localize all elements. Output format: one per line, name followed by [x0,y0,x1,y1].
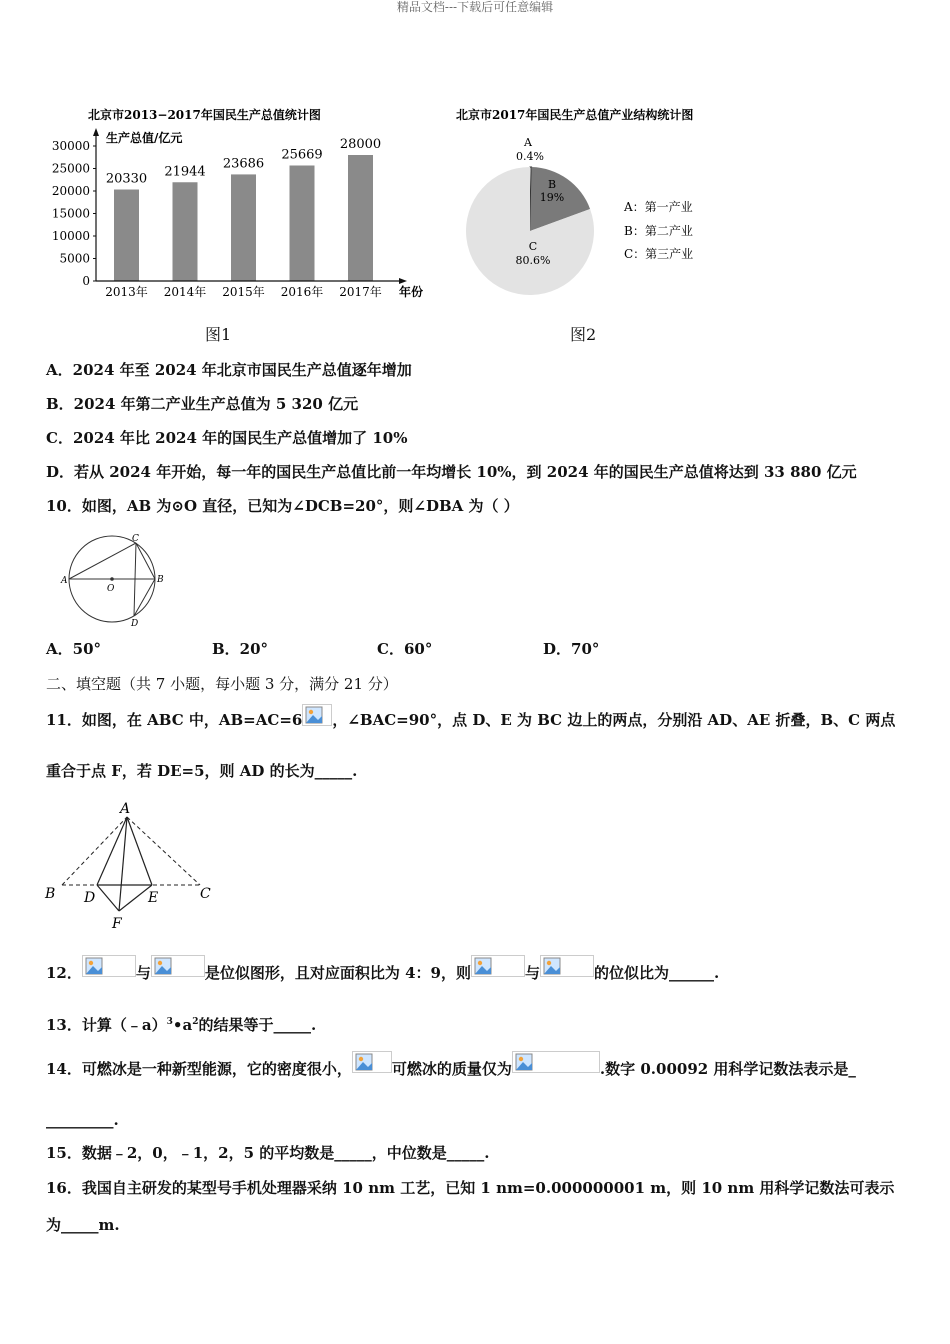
q15-line: 15．数据﹣2，0，﹣1，2，5 的平均数是_____，中位数是_____. [46,1144,490,1162]
x-axis-arrow [399,278,407,284]
pie-chart-title: 北京市2017年国民生产总值产业结构统计图 [456,108,694,122]
q14-image2-placeholder [512,1051,600,1073]
q11-line2: 重合于点 F，若 DE=5，则 AD 的长为_____. [46,762,358,780]
broken-image-icon [543,957,561,975]
q16-line2: 为_____m. [46,1216,120,1234]
q10-option-d: D．70° [543,640,600,658]
q11-part1: 11．如图，在 ABC 中，AB=AC=6 [46,711,303,729]
y-tick-label: 5000 [59,251,90,266]
pie-pct-a: 0.4% [516,150,544,163]
circle-figure [60,532,170,632]
bar-chart-xlabel: 年份 [399,285,424,299]
pie-pct-b: 19% [539,191,565,204]
point-b-label: B [157,575,164,585]
y-tick-label: 10000 [51,229,90,243]
q12-t3: 与 [525,964,541,982]
q14-tail: .数字 0.00092 用科学记数法表示是_ [599,1060,856,1078]
q12-t1: 与 [135,964,151,982]
q11-line1 [46,710,895,732]
pie-label-b: B [547,178,557,191]
bar-chart [40,100,440,310]
tri-label-d: D [84,890,96,906]
x-tick-label: 2017年 [339,285,382,299]
pie-legend-a: A：第一产业 [624,200,693,214]
broken-image-icon [154,957,172,975]
broken-image-icon [355,1053,373,1071]
broken-image-icon [474,957,492,975]
section2-heading: 二、填空题（共 7 小题，每小题 3 分，满分 21 分） [46,675,398,693]
bar [290,165,315,281]
pie-legend-b: B：第二产业 [624,224,693,238]
y-tick-label: 30000 [51,139,90,153]
q14-image1-placeholder [352,1051,392,1073]
q13-line [46,1012,316,1035]
q9-option-b: B．2024 年第二产业生产总值为 5 320 亿元 [46,395,359,413]
q10-option-a: A．50° [46,640,102,658]
q14-line1 [46,1059,856,1081]
y-tick-label: 15000 [51,206,90,221]
pie-chart [450,100,750,310]
bar [348,155,373,281]
point-d-label: D [131,619,139,629]
pie-legend-c: C：第三产业 [624,247,694,261]
y-tick-label: 20000 [51,184,90,198]
y-tick-label: 25000 [51,161,90,176]
q12-line [46,963,719,985]
q14-mid: 可燃冰的质量仅为 [391,1060,512,1078]
bar [231,174,256,281]
q13-text: 13．计算（﹣a） [46,1016,167,1034]
q14-line2: _________. [46,1111,119,1129]
pie-pct-c: 80.6% [515,254,551,267]
tri-label-c: C [200,886,211,902]
q11-part2: ，∠BAC=90°，点 D、E 为 BC 边上的两点，分别沿 AD、AE 折叠，B、C 两点 [332,711,896,729]
bar-value-label: 20330 [105,171,148,187]
q10-stem: 10．如图，AB 为⊙O 直径，已知为∠DCB=20°，则∠DBA 为（ ） [46,497,519,515]
bar-value-label: 28000 [339,137,382,152]
tri-label-a: A [120,801,131,817]
broken-image-icon [305,706,323,724]
broken-image-icon [515,1053,533,1071]
broken-image-icon [85,957,103,975]
q16-line1: 16．我国自主研发的某型号手机处理器采纳 10 nm 工艺，已知 1 nm=0.000000001 m，则 10 nm 用科学记数法可表示 [46,1179,895,1197]
x-tick-label: 2015年 [222,285,265,299]
q9-option-a: A．2024 年至 2024 年北京市国民生产总值逐年增加 [46,361,412,379]
point-o-label: O [107,584,115,594]
figure1-caption: 图1 [205,325,232,344]
bar-chart-ylabel: 生产总值/亿元 [106,131,183,145]
q13-sup1: 3 [166,1017,173,1027]
bar [114,190,139,281]
figure2-caption: 图2 [570,325,597,344]
bar-value-label: 23686 [222,156,265,172]
q13-tail: 的结果等于_____. [198,1016,317,1034]
q12-image4-placeholder [540,955,594,977]
page-header: 精品文档---下载后可任意编辑 [396,0,554,14]
bar [173,182,198,281]
bar-value-label: 25669 [281,147,323,163]
bar-chart-title: 北京市2013−2017年国民生产总值统计图 [88,108,321,122]
tri-label-e: E [148,890,159,906]
q11-image-placeholder [302,704,332,726]
q12-t4: 的位似比为______. [594,964,720,982]
q13-mid: •a [172,1016,193,1034]
q14-num: 14．可燃冰是一种新型能源，它的密度很小， [46,1060,352,1078]
q12-image3-placeholder [471,955,525,977]
point-a-label: A [61,576,68,586]
q12-num: 12． [46,964,82,982]
bar-value-label: 21944 [164,164,206,180]
q12-image1-placeholder [82,955,136,977]
q10-option-c: C．60° [377,640,433,658]
pie-label-c: C [528,240,538,253]
y-axis-arrow [93,128,99,136]
tri-label-f: F [112,916,122,932]
tri-label-b: B [45,886,56,902]
x-tick-label: 2013年 [105,285,148,299]
x-tick-label: 2014年 [163,285,207,299]
triangle-fold-figure [42,798,217,933]
point-c-label: C [132,534,139,544]
y-tick-label: 0 [82,274,90,288]
q12-t2: 是位似图形，且对应面积比为 4：9，则 [204,964,471,982]
q10-option-b: B．20° [212,640,269,658]
q9-option-c: C．2024 年比 2024 年的国民生产总值增加了 10% [46,429,408,447]
q13-sup2: 2 [192,1017,199,1027]
q9-option-d: D．若从 2024 年开始，每一年的国民生产总值比前一年均增长 10%，到 2024 年的国民生产总值将达到 33 880 亿元 [46,463,857,481]
pie-label-a: A [524,136,532,149]
x-tick-label: 2016年 [280,285,324,299]
q12-image2-placeholder [151,955,205,977]
